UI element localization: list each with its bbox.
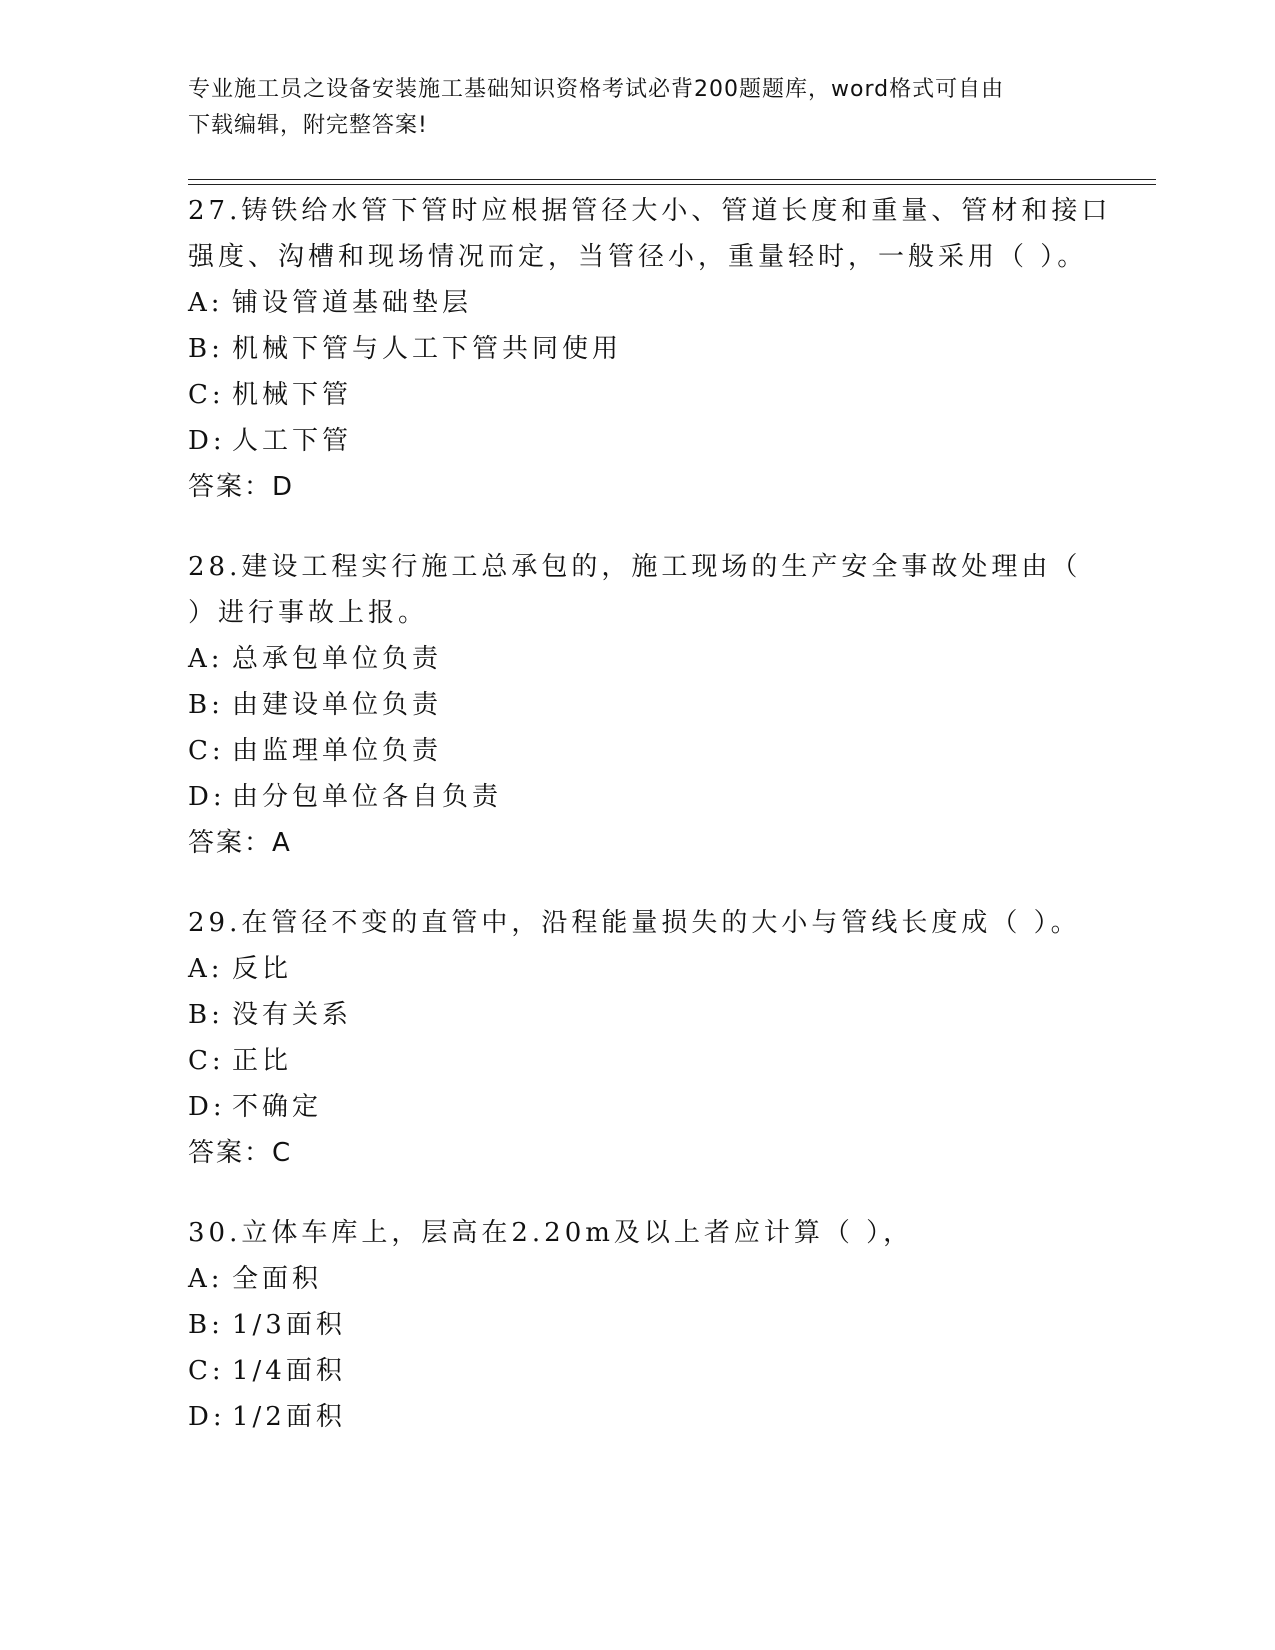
option-text: 铺设管道基础垫层	[232, 288, 473, 318]
question-27	[188, 188, 1112, 510]
header-line-2: 下载编辑，附完整答案!	[188, 113, 428, 138]
option-key: D :	[188, 1394, 232, 1440]
option-key: C :	[188, 372, 232, 418]
option-a	[188, 636, 1088, 682]
option-a	[188, 280, 1088, 326]
question-29	[188, 900, 1088, 1176]
header-line-1: 专业施工员之设备安装施工基础知识资格考试必背200题题库，word格式可自由	[188, 77, 1005, 102]
question-list	[188, 188, 1112, 1474]
option-key: A :	[188, 1256, 232, 1302]
option-text: 总承包单位负责	[232, 644, 443, 674]
option-text: 不确定	[232, 1092, 323, 1122]
option-b	[188, 992, 1088, 1038]
option-c	[188, 1348, 1088, 1394]
option-text: 全面积	[232, 1264, 323, 1294]
option-key: C :	[188, 1348, 232, 1394]
option-key: D :	[188, 1084, 232, 1130]
option-key: B :	[188, 326, 232, 372]
option-key: D :	[188, 418, 232, 464]
option-key: A :	[188, 946, 232, 992]
option-text: 1/4面积	[232, 1356, 346, 1386]
question-stem-line: 强度、沟槽和现场情况而定，当管径小，重量轻时，一般采用（ ）。	[188, 242, 1088, 272]
option-key: A :	[188, 280, 232, 326]
option-text: 由分包单位各自负责	[232, 782, 503, 812]
option-text: 机械下管与人工下管共同使用	[232, 334, 623, 364]
option-text: 由建设单位负责	[232, 690, 443, 720]
option-key: A :	[188, 636, 232, 682]
option-key: C :	[188, 1038, 232, 1084]
option-text: 1/2面积	[232, 1402, 346, 1432]
option-text: 1/3面积	[232, 1310, 346, 1340]
option-a	[188, 946, 1088, 992]
option-text: 由监理单位负责	[232, 736, 443, 766]
option-text: 正比	[232, 1046, 293, 1076]
option-text: 机械下管	[232, 380, 353, 410]
answer-line: 答案：C	[188, 1138, 293, 1168]
document-header	[188, 72, 1088, 144]
question-stem-line: ）进行事故上报。	[188, 598, 429, 628]
option-c	[188, 372, 1088, 418]
option-b	[188, 1302, 1088, 1348]
option-b	[188, 326, 1088, 372]
option-c	[188, 728, 1088, 774]
question-28	[188, 544, 1088, 866]
option-key: B :	[188, 1302, 232, 1348]
question-stem-line: 29.在管径不变的直管中，沿程能量损失的大小与管线长度成（ ）。	[188, 908, 1081, 938]
header-divider-top	[188, 179, 1156, 180]
header-divider-bottom	[188, 184, 1156, 185]
option-b	[188, 682, 1088, 728]
option-text: 反比	[232, 954, 293, 984]
answer-line: 答案：D	[188, 472, 295, 502]
option-a	[188, 1256, 1088, 1302]
option-d	[188, 418, 1088, 464]
question-stem-line: 30.立体车库上，层高在2.20m及以上者应计算（ ），	[188, 1218, 914, 1248]
option-c	[188, 1038, 1088, 1084]
option-d	[188, 774, 1088, 820]
option-key: C :	[188, 728, 232, 774]
question-stem-line: 27.铸铁给水管下管时应根据管径大小、管道长度和重量、管材和接口	[188, 196, 1112, 226]
option-key: B :	[188, 992, 232, 1038]
question-stem-line: 28.建设工程实行施工总承包的，施工现场的生产安全事故处理由（	[188, 552, 1082, 582]
option-d	[188, 1394, 1088, 1440]
question-30	[188, 1210, 1088, 1440]
option-text: 没有关系	[232, 1000, 353, 1030]
option-text: 人工下管	[232, 426, 353, 456]
answer-line: 答案：A	[188, 828, 292, 858]
option-key: B :	[188, 682, 232, 728]
option-d	[188, 1084, 1088, 1130]
option-key: D :	[188, 774, 232, 820]
